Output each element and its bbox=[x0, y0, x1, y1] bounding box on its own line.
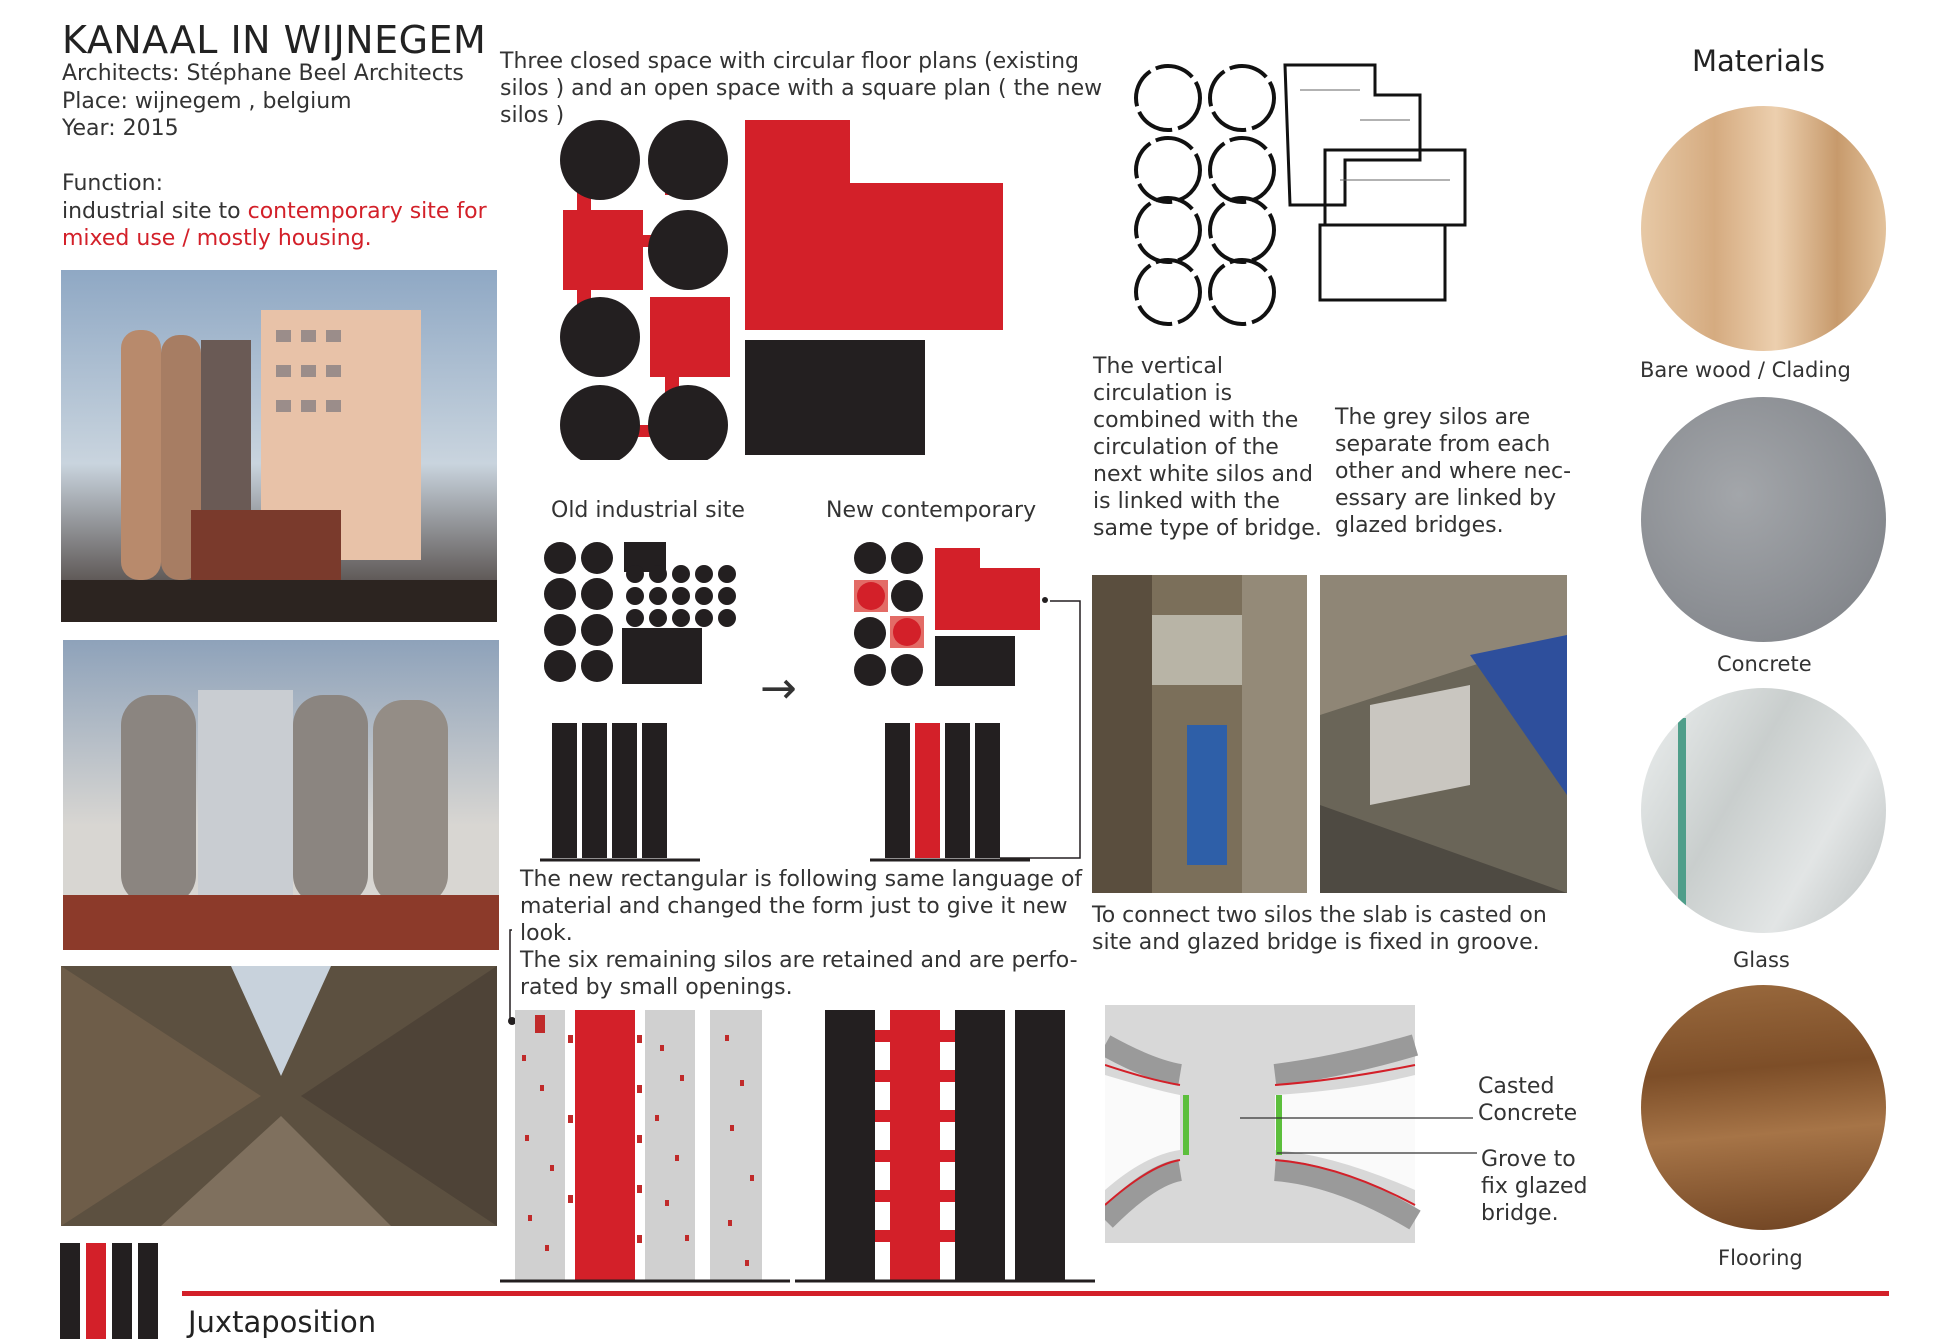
architects-text: Architects: Stéphane Beel Architects bbox=[62, 61, 464, 86]
glass-material-swatch bbox=[1641, 688, 1886, 933]
note-line: The new rectangular is following same language of bbox=[520, 867, 1083, 892]
old-elevation-diagram bbox=[540, 718, 700, 863]
juxtaposition-logo bbox=[60, 1240, 172, 1342]
note-line: site and glazed bridge is fixed in groove. bbox=[1092, 930, 1540, 955]
function-plain: industrial site to bbox=[62, 199, 248, 224]
concept-diagram bbox=[555, 115, 1010, 460]
note-line: To connect two silos the slab is casted on bbox=[1092, 903, 1547, 928]
note-line: combined with the bbox=[1093, 408, 1299, 433]
concrete-material-label: Concrete bbox=[1717, 652, 1812, 676]
function-red-1: contemporary site for bbox=[247, 199, 487, 224]
arrow-right-icon: → bbox=[760, 663, 797, 714]
wood-material-label: Bare wood / Clading bbox=[1640, 358, 1851, 382]
note-line: same type of bridge. bbox=[1093, 516, 1322, 541]
interior-bridge-photo-2 bbox=[1320, 575, 1567, 893]
note-line: look. bbox=[520, 921, 573, 946]
building-exterior-photo bbox=[61, 270, 497, 622]
connect-note bbox=[1092, 902, 1547, 956]
concept-intro-line: Three closed space with circular floor plans (existing bbox=[500, 49, 1080, 74]
old-site-label: Old industrial site bbox=[551, 498, 745, 523]
note-line: circulation of the bbox=[1093, 435, 1279, 460]
materials-heading: Materials bbox=[1692, 44, 1825, 78]
upward-view-photo bbox=[61, 966, 497, 1226]
flooring-material-swatch bbox=[1641, 985, 1886, 1230]
note-line: Concrete bbox=[1478, 1101, 1578, 1126]
grey-silos-note bbox=[1335, 404, 1571, 539]
casted-concrete-label bbox=[1478, 1073, 1577, 1127]
rectangular-note bbox=[520, 866, 1082, 1001]
note-line: The vertical bbox=[1093, 354, 1223, 379]
note-line: is linked with the bbox=[1093, 489, 1280, 514]
note-line: fix glazed bbox=[1481, 1174, 1588, 1199]
note-line: The six remaining silos are retained and are perfo- bbox=[520, 948, 1078, 973]
note-line: rated by small openings. bbox=[520, 975, 793, 1000]
note-line: next white silos and bbox=[1093, 462, 1313, 487]
note-line: glazed bridges. bbox=[1335, 513, 1504, 538]
interior-bridge-photo-1 bbox=[1092, 575, 1307, 893]
function-label: Function: bbox=[62, 171, 163, 196]
place-text: Place: wijnegem , belgium bbox=[62, 89, 352, 114]
new-site-label: New contemporary bbox=[826, 498, 1037, 523]
note-line: other and where nec- bbox=[1335, 459, 1572, 484]
glass-material-label: Glass bbox=[1733, 948, 1790, 972]
flooring-material-label: Flooring bbox=[1718, 1246, 1803, 1270]
footer-label: Juxtaposition bbox=[188, 1305, 377, 1339]
concept-intro-line: silos ) and an open space with a square plan ( the new bbox=[500, 76, 1103, 101]
new-elevation-diagram bbox=[870, 718, 1030, 863]
silos-facade-photo bbox=[63, 640, 499, 950]
bridged-silos-elevation bbox=[795, 1005, 1095, 1285]
note-line: material and changed the form just to give it new bbox=[520, 894, 1068, 919]
page-title: KANAAL IN WIJNEGEM bbox=[62, 18, 487, 62]
note-line: separate from each bbox=[1335, 432, 1551, 457]
vertical-circulation-note bbox=[1093, 353, 1322, 542]
function-red-2: mixed use / mostly housing. bbox=[62, 226, 372, 251]
note-line: circulation is bbox=[1093, 381, 1233, 406]
concrete-material-swatch bbox=[1641, 397, 1886, 642]
note-line: The grey silos are bbox=[1335, 405, 1531, 430]
wood-material-swatch bbox=[1641, 106, 1886, 351]
note-line: Casted bbox=[1478, 1074, 1555, 1099]
floor-plan-drawing bbox=[1130, 60, 1525, 340]
perforated-silos-elevation bbox=[500, 1005, 790, 1285]
concept-intro-line: silos ) bbox=[500, 103, 565, 128]
groove-label bbox=[1481, 1146, 1587, 1227]
function-text bbox=[62, 199, 487, 224]
footer-divider bbox=[182, 1291, 1889, 1296]
year-text: Year: 2015 bbox=[62, 116, 179, 141]
note-line: essary are linked by bbox=[1335, 486, 1557, 511]
note-line: bridge. bbox=[1481, 1201, 1559, 1226]
note-line: Grove to bbox=[1481, 1147, 1576, 1172]
